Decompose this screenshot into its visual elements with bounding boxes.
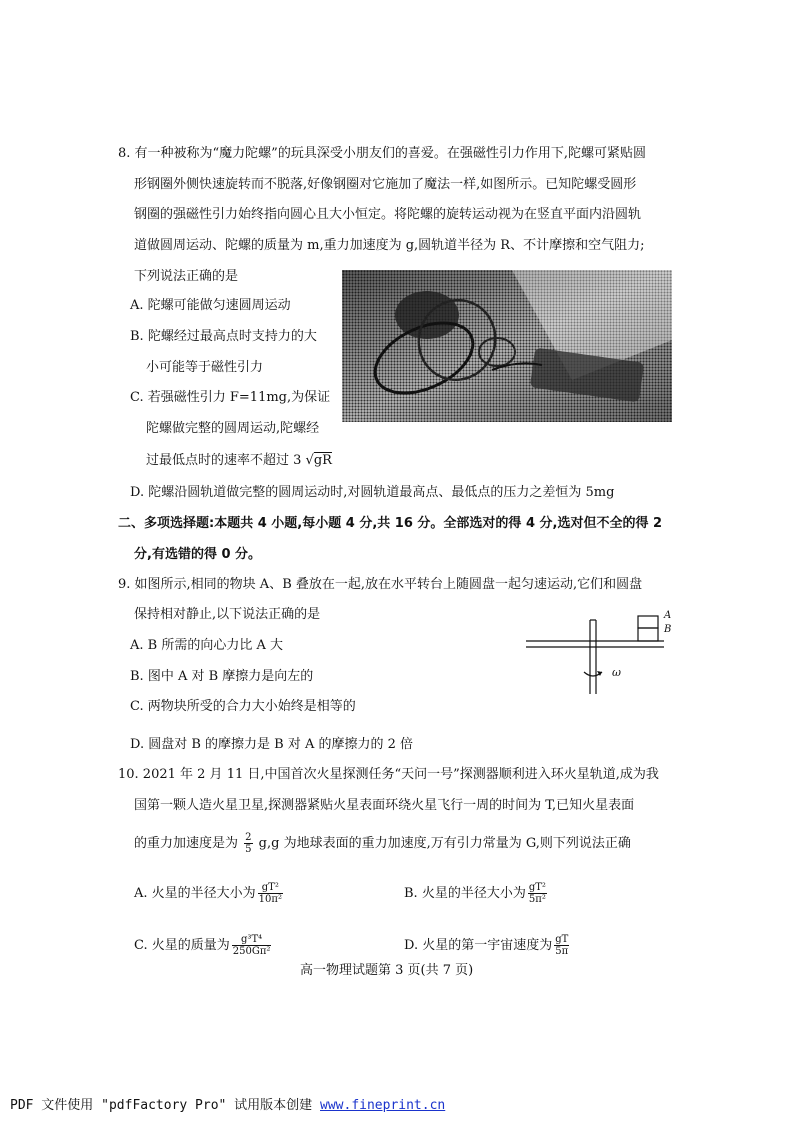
- q8-line-4: 道做圆周运动、陀螺的质量为 m,重力加速度为 g,圆轨道半径为 R、不计摩擦和空气阻力;: [134, 238, 645, 253]
- fraction-numerator: gT²: [258, 882, 283, 894]
- q8-option-a: A. 陀螺可能做匀速圆周运动: [130, 298, 291, 313]
- q10-option-b-fraction: [528, 882, 547, 905]
- block-a-label: A: [664, 610, 672, 621]
- q9-option-a: A. B 所需的向心力比 A 大: [130, 638, 283, 653]
- page-footer: 高一物理试题第 3 页(共 7 页): [300, 963, 474, 978]
- q9-line-2: 保持相对静止,以下说法正确的是: [134, 607, 321, 622]
- pdf-generator-note: [10, 1094, 445, 1113]
- q10-option-a-fraction: [258, 882, 283, 905]
- q10-option-b-text: B. 火星的半径大小为: [404, 886, 526, 901]
- q8-line-2: 形钢圈外侧快速旋转而不脱落,好像钢圈对它施加了魔法一样,如图所示。已知陀螺受圆形: [134, 177, 637, 192]
- q8-option-c-line-1: C. 若强磁性引力 F=11mg,为保证: [130, 390, 331, 405]
- fraction-two-fifths: [244, 832, 252, 855]
- fraction-numerator: 2: [245, 832, 252, 843]
- q10-option-a-text: A. 火星的半径大小为: [134, 886, 256, 901]
- block-b-label: B: [664, 624, 672, 635]
- q10-line-3-pre: 的重力加速度是为: [134, 836, 239, 851]
- fraction-denominator: 10π²: [258, 894, 282, 905]
- fraction-numerator: gT: [555, 934, 569, 945]
- sqrt-expression: √gR: [305, 453, 332, 468]
- pdf-note-text: PDF 文件使用 "pdfFactory Pro" 试用版本创建: [10, 1098, 321, 1113]
- section-2-header-line-2: 分,有选错的得 0 分。: [134, 547, 262, 562]
- fraction-denominator: 5π²: [528, 894, 546, 905]
- omega-label: ω: [612, 666, 621, 679]
- q8-line-3: 钢圈的强磁性引力始终指向圆心且大小恒定。将陀螺的旋转运动视为在竖直平面内沿圆轨: [134, 207, 642, 222]
- q9-option-b: B. 图中 A 对 B 摩擦力是向左的: [130, 669, 314, 684]
- q9-option-d: D. 圆盘对 B 的摩擦力是 B 对 A 的摩擦力的 2 倍: [130, 737, 414, 752]
- q10-line-3-post: g,g 为地球表面的重力加速度,万有引力常量为 G,则下列说法正确: [258, 836, 631, 851]
- fineprint-link[interactable]: www.fineprint.cn: [320, 1098, 446, 1113]
- fraction-denominator: 250Gπ²: [232, 946, 271, 957]
- q8-option-c-line-2: 陀螺做完整的圆周运动,陀螺经: [146, 421, 320, 436]
- q9-option-c: C. 两物块所受的合力大小始终是相等的: [130, 699, 356, 714]
- fraction-numerator: g³T⁴: [232, 934, 272, 946]
- q8-option-c-text: 过最低点时的速率不超过 3: [146, 453, 302, 468]
- spinning-top-photo: [342, 270, 672, 422]
- q10-option-a: [134, 882, 285, 905]
- q8-option-b-line-1: B. 陀螺经过最高点时支持力的大: [130, 329, 317, 344]
- q10-option-d: [404, 934, 571, 957]
- fraction-denominator: 5π: [555, 946, 569, 957]
- q10-option-d-text: D. 火星的第一宇宙速度为: [404, 938, 553, 953]
- section-2-header-line-1: 二、多项选择题:本题共 4 小题,每小题 4 分,共 16 分。全部选对的得 4 分,选对但不全的得 2: [118, 516, 663, 531]
- fraction-denominator: 5: [245, 844, 252, 855]
- q8-option-c-line-3: [146, 452, 332, 470]
- fraction-numerator: gT²: [528, 882, 546, 893]
- q10-option-c-fraction: [232, 934, 272, 957]
- q10-line-1: 10. 2021 年 2 月 11 日,中国首次火星探测任务“天问一号”探测器顺利进入环火星轨道,成为我: [118, 767, 659, 782]
- q8-line-5: 下列说法正确的是: [134, 269, 239, 284]
- q10-line-2: 国第一颗人造火星卫星,探测器紧贴火星表面环绕火星飞行一周的时间为 T,已知火星表面: [134, 798, 635, 813]
- q9-line-1: 9. 如图所示,相同的物块 A、B 叠放在一起,放在水平转台上随圆盘一起匀速运动,它们和圆盘: [118, 577, 643, 592]
- q10-line-3: [134, 832, 631, 855]
- q10-option-d-fraction: [554, 934, 569, 957]
- turntable-diagram: [524, 608, 674, 694]
- q8-option-d: D. 陀螺沿圆轨道做完整的圆周运动时,对圆轨道最高点、最低点的压力之差恒为 5mg: [130, 485, 615, 500]
- q10-option-c-text: C. 火星的质量为: [134, 938, 230, 953]
- q10-option-c: [134, 934, 273, 957]
- q10-option-b: [404, 882, 549, 905]
- q8-option-b-line-2: 小可能等于磁性引力: [146, 360, 264, 375]
- q8-line-1: 8. 有一种被称为“魔力陀螺”的玩具深受小朋友们的喜爱。在强磁性引力作用下,陀螺可紧贴圆: [118, 146, 646, 161]
- sqrt-radicand: gR: [313, 453, 332, 468]
